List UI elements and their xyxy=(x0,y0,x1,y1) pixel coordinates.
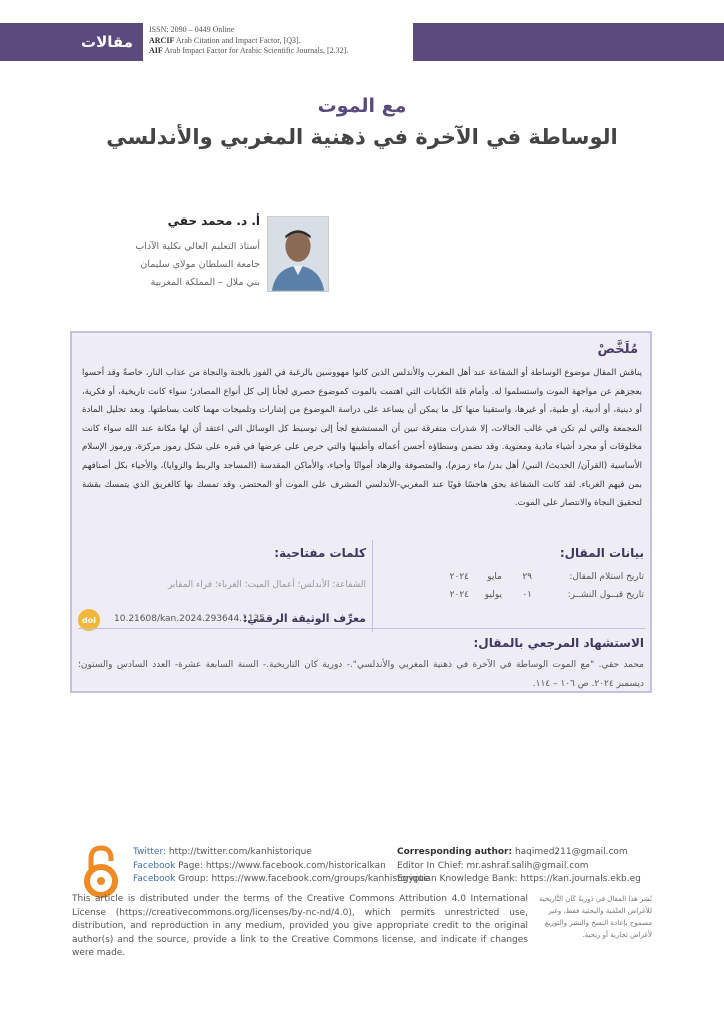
doi-icon: doi xyxy=(78,609,100,631)
received-month: مايو xyxy=(487,572,502,582)
accepted-year: ٢٠٢٤ xyxy=(449,590,469,600)
article-title-line1: مع الموت xyxy=(317,95,407,117)
citation-title: الاستشهاد المرجعي بالمقال: xyxy=(473,636,644,650)
author-portrait-icon xyxy=(268,217,328,291)
facebook-page-label: Facebook xyxy=(133,860,176,871)
aif-line xyxy=(149,46,407,57)
facebook-group-line[interactable] xyxy=(133,873,429,887)
section-tag: مقالات xyxy=(72,23,142,61)
author-photo xyxy=(267,216,329,292)
corresponding-author-email: haqimed211@gmail.com xyxy=(512,847,628,857)
corresponding-author-label: Corresponding author: xyxy=(397,847,513,857)
issn: ISSN: 2090 – 0449 Online xyxy=(149,25,235,34)
facebook-page-line[interactable] xyxy=(133,860,429,874)
received-day: ٢٩ xyxy=(522,572,532,582)
corresponding-author-line[interactable] xyxy=(397,846,641,860)
keywords-title: كلمات مفتاحية: xyxy=(274,546,366,560)
author-affiliation-3: بني ملال – المملكة المغربية xyxy=(150,277,260,288)
aif-text: Arab Impact Factor for Arabic Scientific Journals, [2.32]. xyxy=(162,46,349,55)
author-affiliation-1: أستاذ التعليم العالي بكلية الآداب xyxy=(135,241,260,252)
accepted-month: يوليو xyxy=(484,590,502,600)
article-data-title: بيانات المقال: xyxy=(559,546,644,560)
arcif-text: Arab Citation and Impact Factor, [Q3]. xyxy=(174,35,301,45)
twitter-url: http://twitter.com/kanhistorique xyxy=(166,847,312,857)
column-divider xyxy=(372,540,373,632)
article-title-line2: الوساطة في الآخرة في ذهنية المغربي والأندلسي xyxy=(106,125,618,149)
open-access-icon xyxy=(83,845,119,899)
section-divider xyxy=(78,628,646,629)
citation-text: محمد حقي. "مع الموت الوساطة في الآخرة في ذهنية المغربي والأندلسي".- دورية كان التاريخية.- السنة السابعة عشرة- العدد السادس والستون؛ ديسمبر ٢٠٢٤. ص ١٠٦ – ١١٤. xyxy=(78,660,644,689)
received-label: تاريخ استلام المقال: xyxy=(569,572,644,582)
ekb-line[interactable]: Egyptian Knowledge Bank: https://kan.journals.ekb.eg xyxy=(397,874,641,884)
journal-info xyxy=(143,23,413,61)
keywords-text: الشفاعة؛ الأندلس؛ أعمال الميت؛ الغرباء؛ قراء المقابر xyxy=(167,580,366,590)
accepted-label: تاريخ قبــول النشــر: xyxy=(567,590,644,600)
footer-contacts xyxy=(397,846,641,887)
doi-value[interactable]: 10.21608/kan.2024.293644.1135 xyxy=(114,614,265,624)
editor-line[interactable]: Editor In Chief: mr.ashraf.salih@gmail.com xyxy=(397,860,589,871)
twitter-label: Twitter: xyxy=(133,847,167,857)
arcif-line xyxy=(149,36,407,47)
license-text-en: This article is distributed under the terms of the Creative Commons Attribution 4.0 International License (https://creativecommons.org/licenses/by-nc-nd/4.0), which permits unrestricted use, distribution, and reproduction in any medium, provided you give appropriate credit to the original author(s) and the source, provide a link to the Creative Commons license, and indicate if changes were made. xyxy=(72,894,528,958)
license-text-ar: نُشر هذا المقال في دَوريةُ كَان التَّاريخية للأغراض العلمية والبحثية فقط، وغير مسموح بإعادة النسخ والنشر والتوزيع لأغراض تجارية أو ربحية. xyxy=(538,895,652,939)
abstract-title: مُلَخَّصْ xyxy=(597,342,638,357)
received-year: ٢٠٢٤ xyxy=(449,572,469,582)
doi-label: معرِّف الوثيقة الرقمي: xyxy=(242,612,366,625)
abstract-text: يناقش المقال موضوع الوساطة أو الشفاعة عند أهل المغرب والأندلس الذين كانوا مهووسين بالرغبة في الفوز بالجنة والنجاة من عذاب النار، خاصةً وقد أحسوا بعجزهم عن مواجهة الموت واستسلموا له. وأمام قلة الكتابات التي اهتمت بالموت كموضوع حصري لجأنا إلى كل أنواع المصادر؛ سواء كانت تاريخية، أو فكرية، أو دينية، أو أدبية، أو طبية، أو غيرها، واستقينا منها كل ما يمكن أن يساعد على دراسة الموضوع من إشارات وتلميحات مهما كانت بساطتها. وبعد تحليل المادة المجمعة والتي لم تكن في غالب الحالات، إلا شذرات متفرقة تبين أن المستشفع لجأ إلى توسيط كل الوسائل التي اعتقد أن لها مكانة عند الله سواء كانت مخلوقات أو مجرد أشياء مادية ومعنوية. وقد تضمن وسطاؤه أحسن أعماله وأطيبها والتي حرص على عرضها في قبره على شكل رموز مركزة، ورموز الإسلام الأساسية (القرآن/ الحديث/ النبي/ أهل بدر/ ماء زمزم)، والمتصوفة والزهاد أمواتًا وأحياء، والأماكن المقدسة (المساجد والربط والزوايا)، والأحياء بكل أصنافهم بمن فيهم الغرباء. لقد كانت الشفاعة بحق هاجسًا قويًا عند المغربي-الأندلسي المشرف على الموت أو المحتضر، وقد تمسك بها كالغريق الذي يتمسك بقشة لتحقيق النجاة والانتصار على الموت. xyxy=(82,368,642,509)
author-affiliation-2: جامعة السلطان مولاي سليمان xyxy=(140,259,260,270)
arcif-label: ARCIF xyxy=(149,35,175,45)
author-name: أ. د. محمد حقي xyxy=(167,214,260,228)
author-block xyxy=(80,214,260,292)
accepted-day: ٠١ xyxy=(522,590,532,600)
aif-label: AIF xyxy=(149,46,163,55)
facebook-page-url: Page: https://www.facebook.com/historicalkan xyxy=(175,860,386,871)
footer-social xyxy=(133,846,429,887)
facebook-group-label: Facebook xyxy=(133,874,176,884)
twitter-line[interactable] xyxy=(133,846,429,860)
facebook-group-url: Group: https://www.facebook.com/groups/kanhistorique xyxy=(175,874,430,884)
